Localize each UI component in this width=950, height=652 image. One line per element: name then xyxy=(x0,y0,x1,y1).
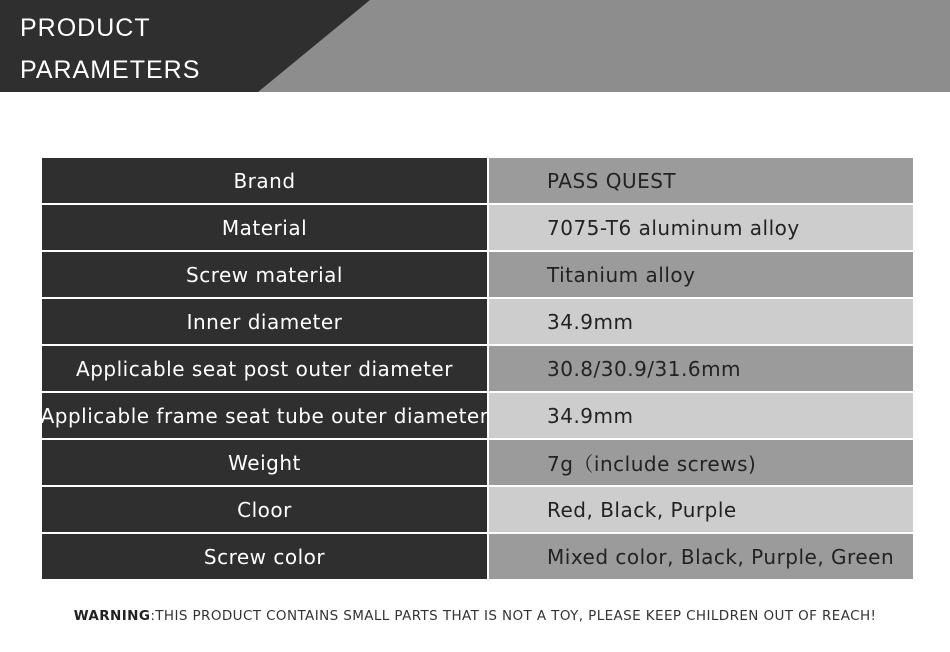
title-line-2: PARAMETERS xyxy=(20,56,201,84)
table-row xyxy=(42,346,913,391)
param-label: Applicable frame seat tube outer diameter xyxy=(42,393,487,438)
table-row xyxy=(42,252,913,297)
warning-label: WARNING xyxy=(73,608,151,624)
param-value: PASS QUEST xyxy=(489,158,913,203)
title-line-1: PRODUCT xyxy=(20,14,151,42)
table-row xyxy=(42,440,913,485)
table-row xyxy=(42,158,913,203)
param-label: Screw material xyxy=(42,252,487,297)
param-value: 30.8/30.9/31.6mm xyxy=(489,346,913,391)
param-label: Material xyxy=(42,205,487,250)
warning-text: :THIS PRODUCT CONTAINS SMALL PARTS THAT IS NOT A TOY, PLEASE KEEP CHILDREN OUT OF REACH! xyxy=(150,608,877,624)
table-row xyxy=(42,205,913,250)
param-label: Brand xyxy=(42,158,487,203)
param-label: Cloor xyxy=(42,487,487,532)
table-row xyxy=(42,487,913,532)
param-label: Applicable seat post outer diameter xyxy=(42,346,487,391)
table-row xyxy=(42,393,913,438)
param-label: Weight xyxy=(42,440,487,485)
param-value: Red, Black, Purple xyxy=(489,487,913,532)
param-value: 7075-T6 aluminum alloy xyxy=(489,205,913,250)
param-value: Titanium alloy xyxy=(489,252,913,297)
param-value: 7g（include screws) xyxy=(489,440,913,485)
page-title xyxy=(20,7,200,91)
param-label: Inner diameter xyxy=(42,299,487,344)
param-value: 34.9mm xyxy=(489,299,913,344)
header-banner xyxy=(0,0,950,92)
table-row xyxy=(42,534,913,579)
param-value: Mixed color, Black, Purple, Green xyxy=(489,534,913,579)
parameters-table xyxy=(42,158,913,581)
param-label: Screw color xyxy=(42,534,487,579)
warning-notice xyxy=(0,608,950,624)
param-value: 34.9mm xyxy=(489,393,913,438)
table-row xyxy=(42,299,913,344)
